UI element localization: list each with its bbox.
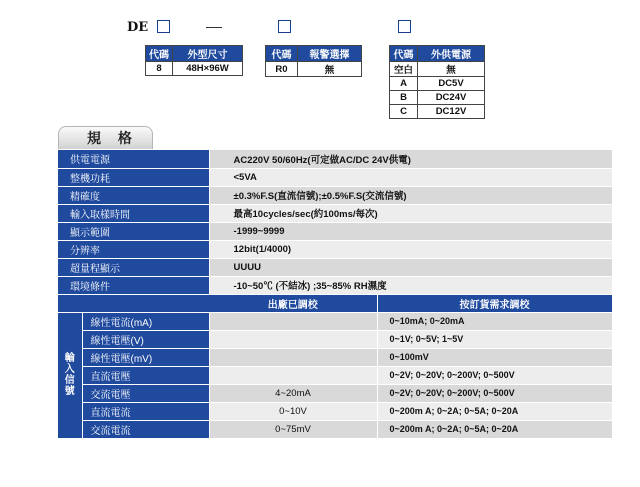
factory-calibrated-header: 出廠已調校 [209,294,377,312]
input-signal-row [58,420,612,438]
order-range-cell: 0~10mA; 0~20mA [377,312,612,330]
input-signal-row [58,402,612,420]
input-type-label: 直流電壓 [82,366,209,384]
power-code-cell: A [390,77,418,91]
size-option-table [145,45,243,76]
spec-value: -10~50℃ (不結冰) ;35~85% RH濕度 [209,276,612,294]
spec-label: 超量程顯示 [58,258,209,276]
factory-range-cell: 4~20mA [209,384,377,402]
input-type-label: 交流電流 [82,420,209,438]
code-box-power [398,20,411,33]
spec-row [58,168,612,186]
factory-range-cell [209,366,377,384]
alarm-code-cell: R0 [266,62,298,77]
power-code-header: 代碼 [390,46,418,62]
input-header-blank [58,294,209,312]
spec-value: ±0.3%F.S(直流信號);±0.5%F.S(交流信號) [209,186,612,204]
code-separator [206,27,222,28]
power-value-cell: DC5V [418,77,485,91]
order-range-cell: 0~2V; 0~20V; 0~200V; 0~500V [377,366,612,384]
spec-value: AC220V 50/60Hz(可定做AC/DC 24V供電) [209,150,612,168]
spec-row [58,240,612,258]
input-type-label: 交流電壓 [82,384,209,402]
input-signal-group-label: 輸 入 信 號 [58,312,82,438]
order-range-cell: 0~200m A; 0~2A; 0~5A; 0~20A [377,402,612,420]
spec-section-tab: 規 格 [58,126,153,149]
power-value-cell: 無 [418,62,485,77]
power-code-cell: B [390,91,418,105]
input-signal-row [58,312,612,330]
power-name-header: 外供電源 [418,46,485,62]
spec-label: 供電電源 [58,150,209,168]
input-signal-row [58,384,612,402]
alarm-value-cell: 無 [298,62,362,77]
spec-value: -1999~9999 [209,222,612,240]
spec-value: UUUU [209,258,612,276]
spec-row [58,258,612,276]
factory-range-cell: 0~75mV [209,420,377,438]
spec-label: 顯示範圍 [58,222,209,240]
power-code-cell: 空白 [390,62,418,77]
alarm-option-table [265,45,362,77]
input-type-label: 線性電流(mA) [82,312,209,330]
power-value-cell: DC12V [418,105,485,119]
size-code-cell: 8 [146,62,173,76]
spec-row [58,276,612,294]
alarm-code-header: 代碼 [266,46,298,62]
code-box-alarm [278,20,291,33]
input-signal-row [58,366,612,384]
order-range-cell: 0~2V; 0~20V; 0~200V; 0~500V [377,384,612,402]
factory-range-cell: 0~10V [209,402,377,420]
alarm-name-header: 報警選擇 [298,46,362,62]
spec-row [58,222,612,240]
size-value-cell: 48H×96W [173,62,243,76]
input-signal-row [58,330,612,348]
spec-label: 輸入取樣時間 [58,204,209,222]
factory-range-cell [209,348,377,366]
power-option-table [389,45,485,119]
input-header-row [58,294,612,312]
order-range-cell: 0~200m A; 0~2A; 0~5A; 0~20A [377,420,612,438]
spec-table [58,150,613,439]
spec-row [58,150,612,168]
spec-label: 環境條件 [58,276,209,294]
spec-value: 最高10cycles/sec(約100ms/每次) [209,204,612,222]
factory-range-cell [209,330,377,348]
power-value-cell: DC24V [418,91,485,105]
factory-range-cell [209,312,377,330]
spec-label: 精確度 [58,186,209,204]
size-code-header: 代碼 [146,46,173,62]
order-calibrated-header: 按訂貨需求調校 [377,294,612,312]
power-code-cell: C [390,105,418,119]
order-range-cell: 0~100mV [377,348,612,366]
code-box-size [157,20,170,33]
model-code-prefix: DE [127,20,149,35]
size-name-header: 外型尺寸 [173,46,243,62]
input-type-label: 直流電流 [82,402,209,420]
spec-label: 整機功耗 [58,168,209,186]
spec-row [58,204,612,222]
input-type-label: 線性電壓(V) [82,330,209,348]
spec-value: 12bit(1/4000) [209,240,612,258]
input-signal-row [58,348,612,366]
spec-row [58,186,612,204]
spec-value: <5VA [209,168,612,186]
spec-label: 分辨率 [58,240,209,258]
input-type-label: 線性電壓(mV) [82,348,209,366]
order-range-cell: 0~1V; 0~5V; 1~5V [377,330,612,348]
